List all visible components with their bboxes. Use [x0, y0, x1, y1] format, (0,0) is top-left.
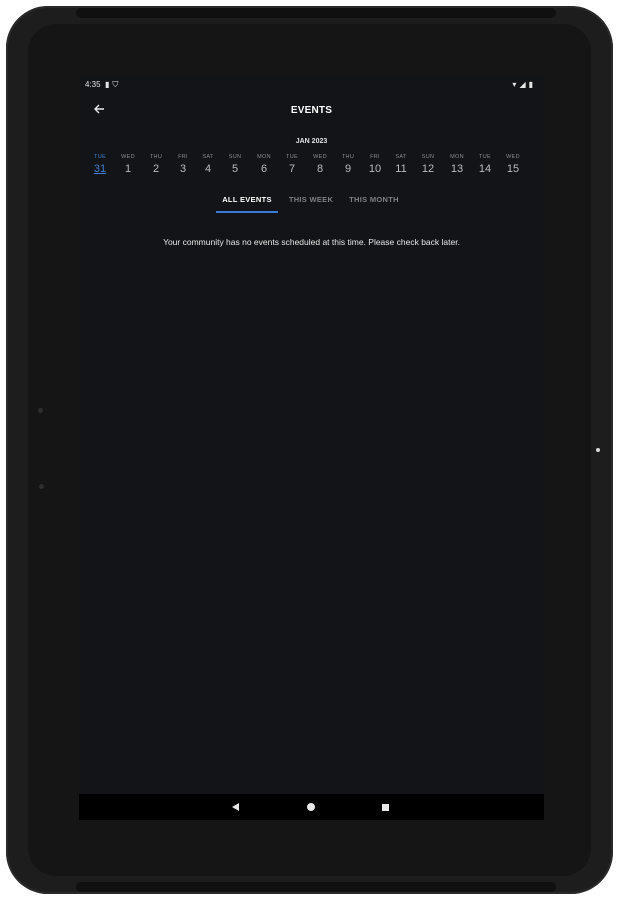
- day-number: 10: [368, 163, 382, 175]
- day-name: SUN: [228, 154, 242, 160]
- day-number: 7: [288, 163, 296, 175]
- sensor-dot: [39, 484, 44, 489]
- tab-this-week[interactable]: THIS WEEK: [288, 195, 334, 204]
- status-left-icons: [105, 80, 121, 90]
- status-bar: [79, 75, 544, 93]
- sd-card-icon: ▮: [105, 80, 113, 89]
- app-bar: [79, 97, 544, 125]
- page-title: EVENTS: [290, 105, 333, 116]
- day-name: FRI: [178, 154, 188, 160]
- day-item[interactable]: [415, 153, 441, 176]
- day-item[interactable]: [195, 153, 221, 176]
- nav-home-button[interactable]: [296, 794, 326, 820]
- recents-square-icon: [381, 803, 390, 812]
- day-number: 6: [260, 163, 268, 175]
- day-number: 8: [316, 163, 324, 175]
- day-name: WED: [121, 154, 135, 160]
- day-name: SAT: [202, 154, 214, 160]
- day-item[interactable]: [279, 153, 305, 176]
- home-circle-icon: [306, 802, 316, 812]
- sensor-dot: [38, 408, 43, 413]
- wifi-icon: ▾: [512, 80, 520, 89]
- tab-this-month[interactable]: THIS MONTH: [349, 195, 399, 204]
- day-number: 2: [152, 163, 160, 175]
- day-item[interactable]: [143, 153, 169, 176]
- day-item[interactable]: [170, 153, 196, 176]
- device-bottom-edge: [76, 882, 556, 892]
- date-strip: [87, 153, 537, 181]
- day-name: SUN: [421, 154, 435, 160]
- day-number: 31: [93, 163, 107, 175]
- day-name: THU: [149, 154, 163, 160]
- day-name: MON: [257, 154, 271, 160]
- notification-led: [596, 448, 600, 452]
- day-number: 13: [450, 163, 464, 175]
- day-name: THU: [341, 154, 355, 160]
- day-number: 14: [478, 163, 492, 175]
- day-name: SAT: [395, 154, 407, 160]
- day-number: 9: [344, 163, 352, 175]
- day-item[interactable]: [444, 153, 470, 176]
- day-name: TUE: [94, 154, 106, 160]
- day-item[interactable]: [472, 153, 498, 176]
- day-item[interactable]: [307, 153, 333, 176]
- status-time: 4:35: [85, 80, 101, 89]
- day-name: FRI: [370, 154, 380, 160]
- day-name: MON: [450, 154, 464, 160]
- day-item[interactable]: [115, 153, 141, 176]
- nav-back-button[interactable]: [220, 794, 250, 820]
- battery-icon: ▮: [528, 80, 536, 89]
- month-label: JAN 2023: [295, 138, 328, 145]
- day-item[interactable]: [500, 153, 526, 176]
- day-name: TUE: [286, 154, 298, 160]
- day-item[interactable]: [362, 153, 388, 176]
- back-triangle-icon: [231, 802, 240, 812]
- day-item[interactable]: [251, 153, 277, 176]
- day-name: WED: [506, 154, 520, 160]
- device-top-edge: [76, 8, 556, 18]
- day-number: 15: [506, 163, 520, 175]
- nav-recents-button[interactable]: [370, 794, 400, 820]
- signal-icon: ◢: [519, 80, 529, 89]
- active-tab-indicator: [216, 211, 278, 213]
- day-item[interactable]: [388, 153, 414, 176]
- tab-all-events[interactable]: ALL EVENTS: [222, 195, 272, 204]
- day-number: 1: [124, 163, 132, 175]
- day-name: WED: [313, 154, 327, 160]
- day-item[interactable]: [335, 153, 361, 176]
- day-number: 4: [204, 163, 212, 175]
- day-number: 11: [395, 163, 407, 175]
- day-number: 12: [421, 163, 435, 175]
- status-right-icons: [512, 80, 536, 89]
- system-nav-bar: [79, 794, 544, 820]
- day-number: 3: [179, 163, 187, 175]
- day-number: 5: [231, 163, 239, 175]
- empty-state-message: Your community has no events scheduled at this time. Please check back later.: [163, 237, 460, 247]
- day-name: TUE: [479, 154, 491, 160]
- event-filter-tabs: [79, 191, 544, 215]
- app-screen: [79, 75, 544, 820]
- day-item[interactable]: [87, 153, 113, 176]
- day-item[interactable]: [222, 153, 248, 176]
- shield-icon: ⛉: [112, 80, 122, 89]
